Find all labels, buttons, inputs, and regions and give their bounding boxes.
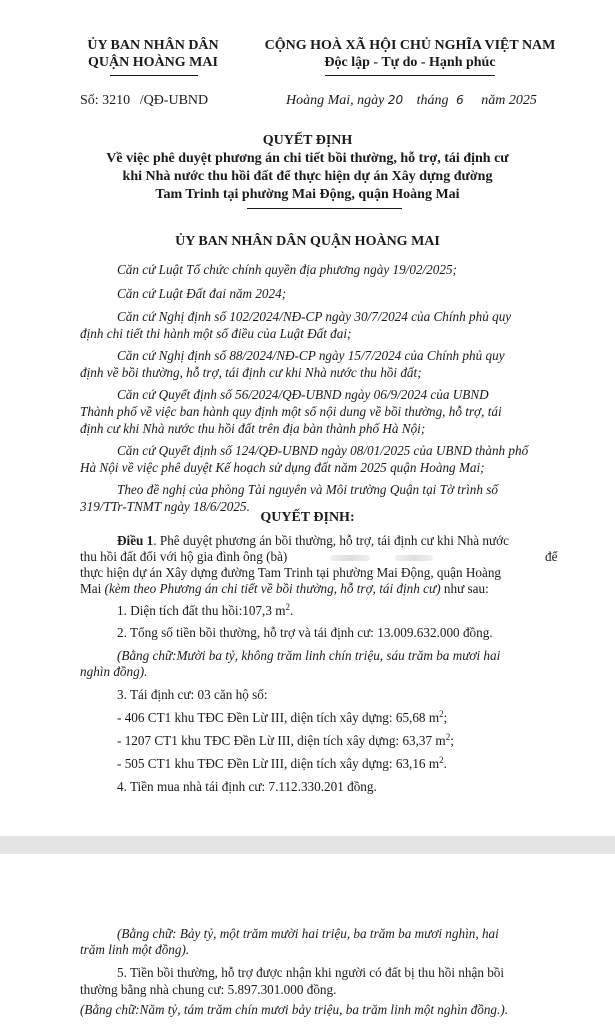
basis-line: Căn cứ Luật Tổ chức chính quyền địa phương ngày 19/02/2025; bbox=[117, 262, 457, 277]
article1-line4 bbox=[80, 581, 489, 597]
item5-line2: thường bằng nhà chung cư: 5.897.301.000 đồng. bbox=[80, 982, 337, 997]
agency-underline bbox=[110, 75, 198, 76]
purchase-words-line1: (Bằng chữ: Bảy tỷ, một trăm mười hai triệu, ba trăm ba mươi nghìn, hai bbox=[117, 926, 499, 941]
basis-line: Căn cứ Nghị định số 102/2024/NĐ-CP ngày 30/7/2024 của Chính phủ quy bbox=[117, 309, 512, 324]
purchase-words-line2: trăm linh một đồng). bbox=[80, 942, 190, 957]
item-total-words-line1: (Bằng chữ:Mười ba tỷ, không trăm linh chín triệu, sáu trăm ba mươi hai bbox=[117, 648, 501, 663]
basis-line: Căn cứ Luật Đất đai năm 2024; bbox=[117, 286, 287, 301]
article1-line4-end: như sau: bbox=[440, 581, 489, 596]
item-total-amount: 2. Tổng số tiền bồi thường, hỗ trợ và tái định cư: 13.009.632.000 đồng. bbox=[117, 625, 493, 640]
article1-attachment-note: (kèm theo Phương án chi tiết về bồi thường, hỗ trợ, tái định cư) bbox=[101, 581, 441, 596]
document-number-prefix: Số: 3210 bbox=[80, 93, 131, 108]
item-area-text: 1. Diện tích đất thu hồi:107,3 m bbox=[117, 603, 286, 618]
page-break-gap bbox=[0, 836, 615, 854]
decision-title: QUYẾT ĐỊNH bbox=[262, 133, 353, 148]
agency-name-line1: ỦY BAN NHÂN DÂN bbox=[87, 38, 219, 53]
item5-line1: 5. Tiền bồi thường, hỗ trợ được nhận khi người có đất bị thu hồi nhận bồi bbox=[117, 965, 505, 980]
basis-line: định về bồi thường, hỗ trợ, tái định cư khi Nhà nước thu hồi đất; bbox=[80, 365, 422, 380]
apartment-sup: 2 bbox=[445, 732, 451, 742]
agency-name-line2: QUẬN HOÀNG MAI bbox=[88, 55, 218, 70]
decision-subject-line1: Về việc phê duyệt phương án chi tiết bồi thường, hỗ trợ, tái định cư bbox=[106, 151, 509, 166]
date-year: năm 2025 bbox=[481, 93, 537, 108]
apartment-item bbox=[117, 732, 454, 749]
issuing-authority: ỦY BAN NHÂN DÂN QUẬN HOÀNG MAI bbox=[175, 234, 440, 249]
item-total-words-line2: nghìn đồng). bbox=[80, 664, 148, 679]
basis-line: Căn cứ Quyết định số 56/2024/QĐ-UBND ngày 06/9/2024 của UBND bbox=[117, 387, 489, 402]
basis-line: Căn cứ Nghị định số 88/2024/NĐ-CP ngày 15/7/2024 của Chính phủ quy bbox=[117, 348, 505, 363]
decision-subject-line3: Tam Trinh tại phường Mai Động, quận Hoàng Mai bbox=[155, 187, 460, 202]
national-title: CỘNG HOÀ XÃ HỘI CHỦ NGHĨA VIỆT NAM bbox=[264, 38, 556, 53]
apartment-sup: 2 bbox=[439, 755, 444, 765]
basis-line: Theo đề nghị của phòng Tài nguyên và Môi trường Quận tại Tờ trình số bbox=[117, 482, 498, 497]
item-area-sup: 2 bbox=[285, 602, 290, 612]
apartment-text: - 505 CT1 khu TĐC Đền Lừ III, diện tích xây dựng: 63,16 m bbox=[117, 756, 440, 771]
decision-subject-line2: khi Nhà nước thu hồi đất để thực hiện dự án Xây dựng đường bbox=[122, 169, 493, 184]
decision-heading: QUYẾT ĐỊNH: bbox=[260, 510, 355, 525]
redacted-name-mark bbox=[330, 555, 370, 561]
article1-line2: thu hồi đất đối với hộ gia đình ông (bà) bbox=[80, 549, 288, 564]
basis-line: định chi tiết thi hành một số điều của Luật Đất đai; bbox=[80, 326, 352, 341]
apartment-item bbox=[117, 755, 447, 772]
basis-line: Căn cứ Quyết định số 124/QĐ-UBND ngày 08/01/2025 của UBND thành phố bbox=[117, 443, 529, 458]
document-number-suffix: /QĐ-UBND bbox=[139, 93, 209, 108]
document-date bbox=[286, 93, 537, 109]
item-purchase-amount: 4. Tiền mua nhà tái định cư: 7.112.330.201 đồng. bbox=[117, 779, 377, 794]
apartment-item bbox=[117, 709, 447, 726]
apartment-end: ; bbox=[443, 710, 448, 725]
basis-line: định cư khi Nhà nước thu hồi đất trên địa bàn thành phố Hà Nội; bbox=[80, 421, 426, 436]
item-recovered-area bbox=[117, 602, 293, 619]
document-number bbox=[80, 93, 208, 109]
date-day: 20 bbox=[387, 93, 404, 107]
date-prefix: Hoàng Mai, ngày bbox=[286, 93, 385, 108]
redacted-name-mark bbox=[395, 555, 433, 561]
apartment-text: - 1207 CT1 khu TĐC Đền Lừ III, diện tích xây dựng: 63,37 m bbox=[117, 733, 446, 748]
article1-line3: thực hiện dự án Xây dựng đường Tam Trinh tại phường Mai Động, quận Hoàng bbox=[80, 565, 502, 580]
title-underline bbox=[247, 208, 402, 209]
item-area-end: . bbox=[290, 603, 294, 618]
apartment-end: ; bbox=[450, 733, 454, 748]
item5-words: (Bằng chữ:Năm tỷ, tám trăm chín mươi bảy triệu, ba trăm linh một nghìn đồng.). bbox=[80, 1002, 509, 1017]
basis-line: 319/TTr-TNMT ngày 18/6/2025. bbox=[80, 499, 250, 514]
article1-line4-start: Mai bbox=[80, 581, 102, 596]
article1-line2-end: để bbox=[545, 549, 558, 564]
apartment-end: . bbox=[443, 756, 447, 771]
motto-underline bbox=[325, 75, 495, 76]
date-month-label: tháng bbox=[416, 93, 449, 108]
article1-line1 bbox=[117, 533, 509, 549]
article1-text: . Phê duyệt phương án bồi thường, hỗ trợ, tái định cư khi Nhà nước bbox=[153, 533, 509, 548]
apartment-sup: 2 bbox=[439, 709, 444, 719]
apartment-text: - 406 CT1 khu TĐC Đền Lừ III, diện tích xây dựng: 65,68 m bbox=[117, 710, 440, 725]
article1-label: Điều 1 bbox=[117, 533, 154, 548]
date-month: 6 bbox=[456, 93, 464, 107]
basis-line: Hà Nội về việc phê duyệt Kế hoạch sử dụng đất năm 2025 quận Hoàng Mai; bbox=[80, 460, 485, 475]
national-motto: Độc lập - Tự do - Hạnh phúc bbox=[324, 55, 496, 70]
item-resettlement: 3. Tái định cư: 03 căn hộ số: bbox=[117, 687, 268, 702]
basis-line: Thành phố về việc ban hành quy định một số nội dung về bồi thường, hỗ trợ, tái bbox=[80, 404, 502, 419]
